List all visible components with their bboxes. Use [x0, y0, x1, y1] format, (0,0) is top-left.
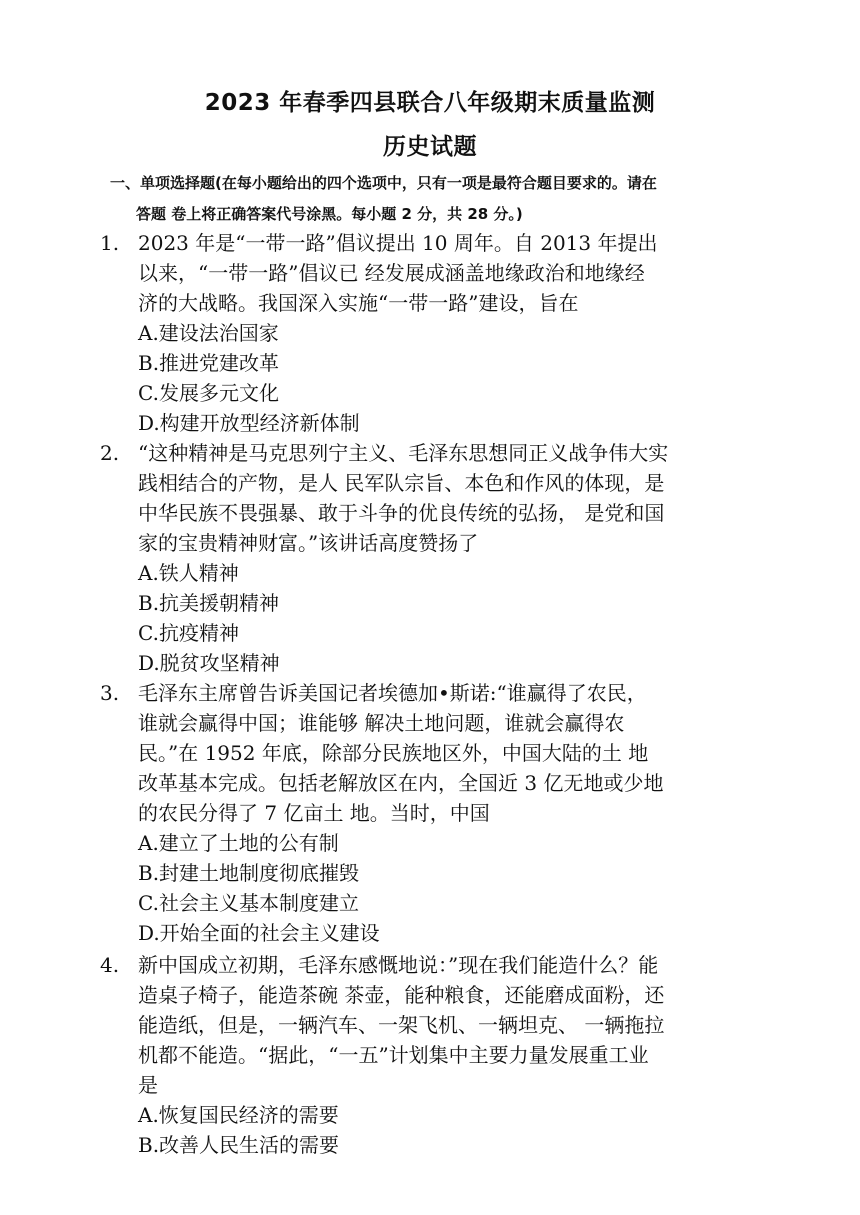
- question-line: “这种精神是马克思列宁主义、毛泽东思想同正义战争伟大实: [138, 441, 669, 465]
- option-a: A.建设法治国家: [138, 321, 279, 345]
- option-b: B.抗美援朝精神: [138, 591, 280, 615]
- exam-title: 2023 年春季四县联合八年级期末质量监测: [204, 90, 656, 116]
- option-b: B.改善人民生活的需要: [138, 1133, 340, 1157]
- section-line-1: 一、单项选择题(在每小题给出的四个选项中，只有一项是最符合题目要求的。请在: [110, 174, 657, 192]
- question-number: 1.: [100, 231, 120, 255]
- option-a: A.建立了土地的公有制: [138, 831, 339, 855]
- option-d: D.构建开放型经济新体制: [138, 411, 360, 435]
- option-d: D.开始全面的社会主义建设: [138, 921, 380, 945]
- option-b: B.封建土地制度彻底摧毁: [138, 861, 360, 885]
- question-line: 以来，“一带一路”倡议已 经发展成涵盖地缘政治和地缘经: [138, 261, 645, 285]
- option-c: C.社会主义基本制度建立: [138, 891, 359, 915]
- question-3: [0, 678, 860, 948]
- question-line: 中华民族不畏强暴、敢于斗争的优良传统的弘扬， 是党和国: [138, 501, 665, 525]
- question-line: 家的宝贵精神财富。”该讲话高度赞扬了: [138, 531, 479, 555]
- question-2: [0, 438, 860, 678]
- question-line: 济的大战略。我国深入实施“一带一路”建设，旨在: [138, 291, 579, 315]
- option-b: B.推进党建改革: [138, 351, 280, 375]
- option-d: D.脱贫攻坚精神: [138, 651, 280, 675]
- question-line: 民。”在 1952 年底，除部分民族地区外，中国大陆的土 地: [138, 741, 649, 765]
- question-number: 2.: [100, 441, 120, 465]
- question-line: 的农民分得了 7 亿亩土 地。当时，中国: [138, 801, 490, 825]
- section-line-2: 答题 卷上将正确答案代号涂黑。每小题 2 分，共 28 分。): [136, 205, 523, 223]
- question-number: 3.: [100, 681, 120, 705]
- question-line: 2023 年是“一带一路”倡议提出 10 周年。自 2013 年提出: [138, 231, 658, 255]
- question-4: [0, 950, 860, 1160]
- question-1: [0, 228, 860, 438]
- option-a: A.铁人精神: [138, 561, 239, 585]
- question-line: 新中国成立初期，毛泽东感慨地说：”现在我们能造什么？能: [138, 953, 659, 977]
- section-instructions: [110, 168, 770, 230]
- question-line: 谁就会赢得中国；谁能够 解决土地问题，谁就会赢得农: [138, 711, 625, 735]
- question-line: 能造纸，但是，一辆汽车、一架飞机、一辆坦克、 一辆拖拉: [138, 1013, 665, 1037]
- question-line: 毛泽东主席曾告诉美国记者埃德加•斯诺:“谁赢得了农民，: [138, 681, 647, 705]
- question-number: 4.: [100, 953, 120, 977]
- option-c: C.抗疫精神: [138, 621, 239, 645]
- question-line: 践相结合的产物，是人 民军队宗旨、本色和作风的体现，是: [138, 471, 665, 495]
- question-line: 改革基本完成。包括老解放区在内，全国近 3 亿无地或少地: [138, 771, 664, 795]
- option-c: C.发展多元文化: [138, 381, 279, 405]
- question-line: 是: [138, 1073, 158, 1097]
- option-a: A.恢复国民经济的需要: [138, 1103, 339, 1127]
- question-line: 机都不能造。“据此，“一五”计划集中主要力量发展重工业: [138, 1043, 649, 1067]
- exam-subtitle: 历史试题: [383, 134, 477, 160]
- question-line: 造桌子椅子，能造茶碗 茶壶，能种粮食，还能磨成面粉，还: [138, 983, 665, 1007]
